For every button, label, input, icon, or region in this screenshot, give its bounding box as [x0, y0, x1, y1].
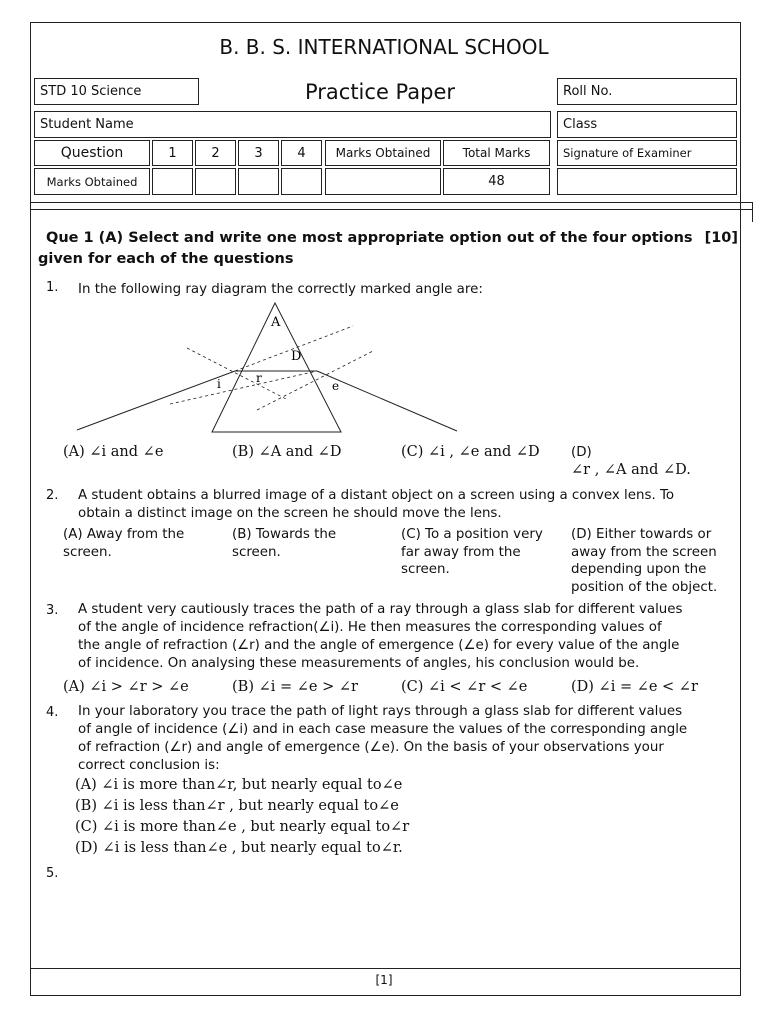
question-header-label: Question: [60, 145, 124, 161]
page-title: Practice Paper: [304, 80, 456, 104]
footer-rule: [30, 968, 741, 969]
q1-option-c: (C) ∠i , ∠e and ∠D: [401, 444, 540, 460]
q2-marks-cell: [195, 168, 236, 195]
q2-number: 2: [211, 145, 220, 161]
page-number: [1]: [375, 973, 393, 987]
label-i: i: [217, 377, 221, 391]
q2-text: [78, 487, 718, 523]
student-name-label: Student Name: [40, 117, 134, 132]
marks-obtained-header: [325, 140, 441, 166]
section-marks: [10]: [704, 230, 738, 246]
roll-box: [557, 78, 737, 105]
q3-line-4: of incidence. On analysing these measurements of angles, his conclusion would be.: [78, 656, 640, 671]
q5-number-label: 5.: [46, 866, 59, 881]
q4-number: 4: [297, 145, 306, 161]
q4-option-c: (C) ∠i is more than∠e , but nearly equal to∠r: [75, 819, 410, 835]
q2-option-d-line4: position of the object.: [571, 579, 718, 595]
q4-line-2: of angle of incidence (∠i) and in each case measure the values of the corresponding angle: [78, 722, 688, 737]
q4-line-4: correct conclusion is:: [78, 758, 220, 773]
prism-ray-diagram: [75, 300, 460, 440]
q2-line-1: A student obtains a blurred image of a distant object on a screen using a convex lens. To: [78, 488, 675, 503]
q1-option-d: ∠r , ∠A and ∠D.: [571, 462, 691, 478]
label-r: r: [256, 371, 262, 385]
q4-number-label: 4.: [46, 705, 59, 720]
q1-option-d-label: (D): [571, 445, 592, 460]
q2-option-b: [232, 526, 336, 561]
q4-line-1: In your laboratory you trace the path of light rays through a glass slab for different values: [78, 704, 683, 719]
q3-header: [238, 140, 279, 166]
q1-header: [152, 140, 193, 166]
q2-line-2: obtain a distinct image on the screen he should move the lens.: [78, 506, 502, 521]
q3-marks-cell: [238, 168, 279, 195]
std-box: [34, 78, 199, 105]
q1-number-label: 1.: [46, 280, 59, 295]
class-box: [557, 111, 737, 138]
label-e: e: [332, 379, 340, 393]
signature-cell: [557, 168, 737, 195]
q2-option-d-line3: depending upon the: [571, 562, 707, 577]
q2-number-label: 2.: [46, 488, 59, 503]
q4-option-a: (A) ∠i is more than∠r, but nearly equal to∠e: [75, 777, 403, 793]
student-name-box: [34, 111, 551, 138]
q3-line-1: A student very cautiously traces the path of a ray through a glass slab for different values: [78, 602, 683, 617]
q2-option-b-line2: screen.: [232, 544, 281, 560]
q4-line-3: of refraction (∠r) and angle of emergence (∠e). On the basis of your observations your: [78, 740, 664, 755]
signature-header: [557, 140, 737, 166]
divider-bottom: [30, 209, 753, 210]
q2-option-a-line2: screen.: [63, 544, 112, 560]
class-label: Class: [563, 117, 598, 132]
total-marks-label: Total Marks: [462, 146, 531, 160]
q3-text: [78, 601, 718, 673]
q2-option-a-line1: (A) Away from the: [63, 527, 185, 542]
label-A: A: [271, 315, 281, 330]
q3-line-2: of the angle of incidence refraction(∠i). He then measures the corresponding values of: [78, 620, 662, 635]
q3-option-d: (D) ∠i = ∠e < ∠r: [571, 679, 698, 695]
q2-option-d-line1: (D) Either towards or: [571, 527, 712, 542]
q2-option-c-line2: far away from the: [401, 544, 521, 560]
marks-obtained-header-label: Marks Obtained: [335, 146, 431, 160]
section-title-line1: Que 1 (A) Select and write one most appropriate option out of the four options: [46, 230, 693, 246]
marks-obtained-row: [34, 168, 150, 195]
normal-1: [187, 348, 288, 400]
std-label: STD 10 Science: [40, 84, 142, 99]
q2-option-c-line1: (C) To a position very: [401, 527, 543, 542]
q1-marks-cell: [152, 168, 193, 195]
q4-option-d: (D) ∠i is less than∠e , but nearly equal to∠r.: [75, 840, 403, 856]
question-header: [34, 140, 150, 166]
q2-option-a: [63, 526, 184, 561]
signature-label: Signature of Examiner: [563, 146, 692, 160]
q2-option-d-line2: away from the screen: [571, 544, 717, 560]
q2-option-c: [401, 526, 543, 579]
label-D: D: [291, 349, 302, 364]
q2-option-d: [571, 526, 717, 596]
q4-header: [281, 140, 322, 166]
q3-option-b: (B) ∠i = ∠e > ∠r: [232, 679, 358, 695]
q4-marks-cell: [281, 168, 322, 195]
total-marks-value: 48: [488, 174, 505, 189]
q3-option-a: (A) ∠i > ∠r > ∠e: [63, 679, 189, 695]
total-marks-cell: [443, 168, 550, 195]
q3-line-3: the angle of refraction (∠r) and the angle of emergence (∠e) for every value of the angle: [78, 638, 680, 653]
q2-header: [195, 140, 236, 166]
q2-option-b-line1: (B) Towards the: [232, 527, 337, 542]
incident-ray: [77, 371, 235, 430]
divider-edge: [752, 202, 753, 222]
q3-option-c: (C) ∠i < ∠r < ∠e: [401, 679, 528, 695]
q1-option-b: (B) ∠A and ∠D: [232, 444, 342, 460]
section-heading: [38, 228, 738, 270]
total-marks-header: [443, 140, 550, 166]
q3-number: 3: [254, 145, 263, 161]
roll-label: Roll No.: [563, 84, 613, 99]
q2-option-c-line3: screen.: [401, 562, 450, 577]
q1-text: In the following ray diagram the correctly marked angle are:: [78, 282, 483, 297]
q1-number: 1: [168, 145, 177, 161]
marks-obtained-cell: [325, 168, 441, 195]
q4-option-b: (B) ∠i is less than∠r , but nearly equal to∠e: [75, 798, 399, 814]
q3-number-label: 3.: [46, 603, 59, 618]
school-name: B. B. S. INTERNATIONAL SCHOOL: [219, 35, 549, 59]
q1-option-a: (A) ∠i and ∠e: [63, 444, 164, 460]
q4-text: [78, 703, 718, 775]
divider-top: [30, 202, 753, 203]
section-title-line2: given for each of the questions: [38, 251, 294, 267]
marks-obtained-row-label: Marks Obtained: [46, 174, 138, 189]
